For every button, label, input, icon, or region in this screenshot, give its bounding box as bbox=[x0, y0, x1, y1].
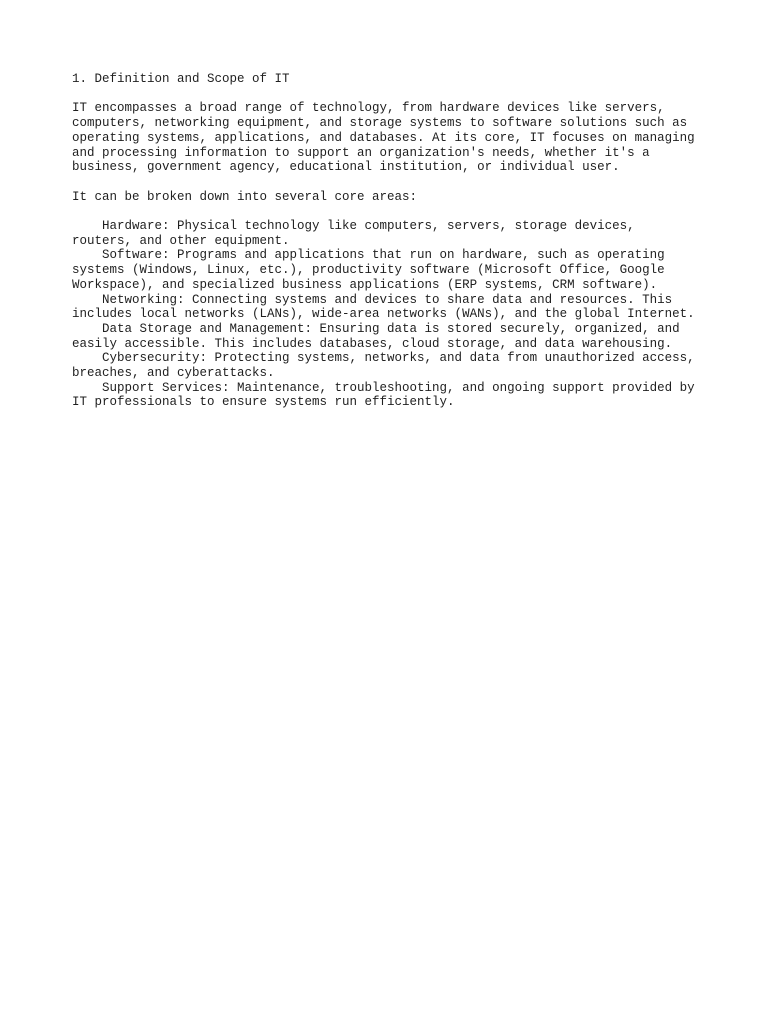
section-heading: 1. Definition and Scope of IT bbox=[72, 72, 290, 86]
list-item-line: easily accessible. This includes databases, cloud storage, and data warehousing. bbox=[72, 336, 673, 351]
intro-line: IT encompasses a broad range of technology, from hardware devices like servers, bbox=[72, 101, 665, 116]
intro-line: computers, networking equipment, and storage systems to software solutions such as bbox=[72, 116, 688, 131]
list-item-line: Software: Programs and applications that run on hardware, such as operating bbox=[72, 248, 665, 263]
list-item-software bbox=[72, 248, 728, 292]
list-item-data-storage bbox=[72, 322, 728, 351]
list-item-line: Data Storage and Management: Ensuring data is stored securely, organized, and bbox=[72, 321, 680, 336]
list-item-line: Support Services: Maintenance, troubleshooting, and ongoing support provided by bbox=[72, 380, 695, 395]
spacer bbox=[72, 175, 728, 190]
list-item-support-services bbox=[72, 381, 728, 410]
list-item-line: Workspace), and specialized business applications (ERP systems, CRM software). bbox=[72, 277, 658, 292]
intro-line: operating systems, applications, and databases. At its core, IT focuses on managing bbox=[72, 130, 695, 145]
list-item-line: routers, and other equipment. bbox=[72, 233, 290, 248]
list-item-cybersecurity bbox=[72, 351, 728, 380]
list-item-line: IT professionals to ensure systems run efficiently. bbox=[72, 395, 455, 410]
list-item-line: Networking: Connecting systems and devices to share data and resources. This bbox=[72, 292, 673, 307]
intro-paragraph bbox=[72, 101, 728, 175]
lead-in-text: It can be broken down into several core areas: bbox=[72, 189, 418, 204]
list-item-line: includes local networks (LANs), wide-area networks (WANs), and the global Internet. bbox=[72, 307, 695, 322]
list-item-line: breaches, and cyberattacks. bbox=[72, 366, 275, 381]
intro-line: and processing information to support an organization's needs, whether it's a bbox=[72, 145, 650, 160]
intro-line: business, government agency, educational institution, or individual user. bbox=[72, 160, 620, 175]
spacer bbox=[72, 87, 728, 102]
list-item-line: systems (Windows, Linux, etc.), productivity software (Microsoft Office, Google bbox=[72, 263, 665, 278]
list-item-hardware bbox=[72, 219, 728, 248]
spacer bbox=[72, 204, 728, 219]
list-item-line: Hardware: Physical technology like computers, servers, storage devices, bbox=[72, 218, 635, 233]
list-item-line: Cybersecurity: Protecting systems, networks, and data from unauthorized access, bbox=[72, 351, 695, 366]
list-item-networking bbox=[72, 293, 728, 322]
core-areas-list bbox=[72, 219, 728, 410]
